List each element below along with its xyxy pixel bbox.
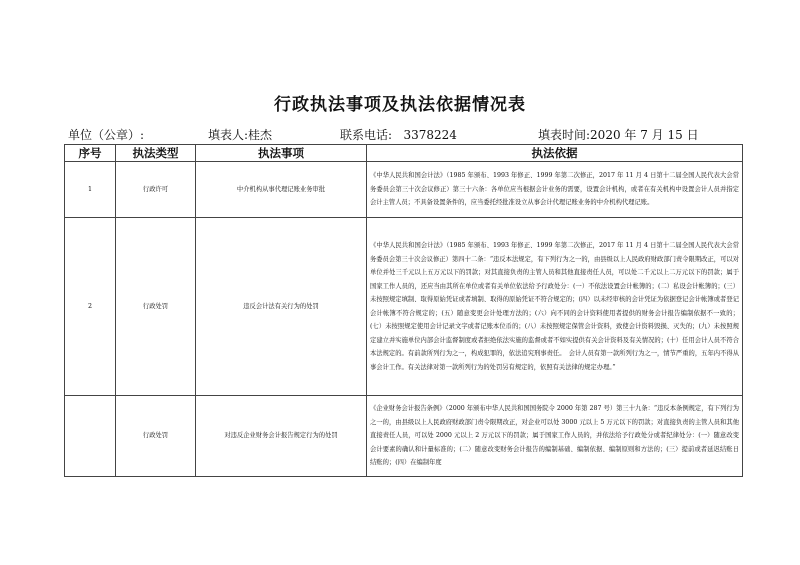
phone-field <box>340 126 457 143</box>
row-basis: 《企业财务会计报告条例》（2000 年颁布中华人民共和国国务院令 2000 年第 287 号）第三十九条：“违反本条例规定，有下列行为之一的，由县级以上人民政府财政部门责令限期改正，对企业可以处 3000 元以上 5 万元以下的罚款；对直接负责的主管人员和其他直接责任人员，可以处 2000 元以上 2 万元以下的罚款；属于国家工作人员的，并依法给予行政处分或者纪律处分：(一）随意改变会计要素的确认和计量标准的；(二）随意改变财务会计报告的编制基础、编制依据、编制原则和方法的；(三）提前或者延迟结账日结账的；(四）在编制年度 <box>370 405 739 467</box>
filler-field <box>208 126 272 143</box>
row-type: 行政处罚 <box>116 396 196 477</box>
table-header-row <box>65 145 743 162</box>
row-index: 1 <box>65 162 116 218</box>
unit-label: 单位（公章）: <box>68 128 145 142</box>
row-basis: 《中华人民共和国会计法》（1985 年颁布、1993 年修正、1999 年第二次修正，2017 年 11 月 4 日第十二届全国人民代表大会常务委员会第三十次会议修正）第四十二条：“违反本法规定，有下列行为之一的，由县级以上人民政府财政部门责令限期改正，可以对单位并处三千元以上五万元以下的罚款；对其直接负责的主管人员和其他直接责任人员，可以处二千元以上二万元以下的罚款；属于国家工作人员的，还应当由其所在单位或者有关单位依法给予行政处分：(一）不依法设置会计帐簿的；(二）私设会计帐簿的；(三）未按照规定填制、取得原始凭证或者填制、取得的原始凭证不符合规定的；(四）以未经审核的会计凭证为依据登记会计帐簿或者登记会计帐簿不符合规定的；(五）随意变更会计处理方法的；(六）向不同的会计资料使用者提供的财务会计报告编制依据不一致的；(七）未按照规定使用会计记录文字或者记账本位币的；(八）未按照规定保管会计资料，致使会计资料毁损、灭失的；(九）未按照规定建立并实施单位内部会计监督制度或者拒绝依法实施的监督或者不如实提供有关会计资料及有关情况的；(十）任用会计人员不符合本法规定的。有前款所列行为之一，构成犯罪的，依法追究刑事责任。 会计人员有第一款所列行为之一，情节严重的，五年内不得从事会计工作。有关法律对第一款所列行为的处罚另有规定的，依照有关法律的规定办理。” <box>367 218 743 396</box>
row-basis-cell <box>367 396 743 477</box>
table-row <box>65 162 743 218</box>
filler-name: 桂杰 <box>248 128 273 142</box>
row-type: 行政许可 <box>116 162 196 218</box>
table-row <box>65 396 743 477</box>
row-matter: 对违反企业财务会计报告规定行为的处罚 <box>196 396 367 477</box>
enforcement-table <box>64 144 743 477</box>
header-basis: 执法依据 <box>367 145 743 162</box>
date-label: 填表时间: <box>538 128 591 142</box>
date-field <box>538 126 699 143</box>
header-matter: 执法事项 <box>196 145 367 162</box>
date-value: 2020 年 7 月 15 日 <box>590 128 699 142</box>
row-index <box>65 396 116 477</box>
table-row <box>65 218 743 396</box>
row-matter: 违反会计法有关行为的处罚 <box>196 218 367 396</box>
form-meta-line <box>68 126 758 144</box>
header-type: 执法类型 <box>116 145 196 162</box>
row-matter: 中介机构从事代理记账业务审批 <box>196 162 367 218</box>
row-index: 2 <box>65 218 116 396</box>
page-title: 行政执法事项及执法依据情况表 <box>274 95 526 115</box>
phone-label: 联系电话: <box>340 128 393 142</box>
phone-number: 3378224 <box>403 128 457 142</box>
row-basis: 《中华人民共和国会计法》（1985 年颁布、1993 年修正、1999 年第二次修正，2017 年 11 月 4 日第十二届全国人民代表大会常务委员会第三十次会议修正）第三十六条：各单位应当根据会计业务的需要，设置会计机构，或者在有关机构中设置会计人员并指定会计主管人员；不具备设置条件的，应当委托经批准设立从事会计代理记账业务的中介机构代理记账。 <box>367 162 743 218</box>
filler-label: 填表人: <box>208 128 249 142</box>
row-type: 行政处罚 <box>116 218 196 396</box>
header-index: 序号 <box>65 145 116 162</box>
